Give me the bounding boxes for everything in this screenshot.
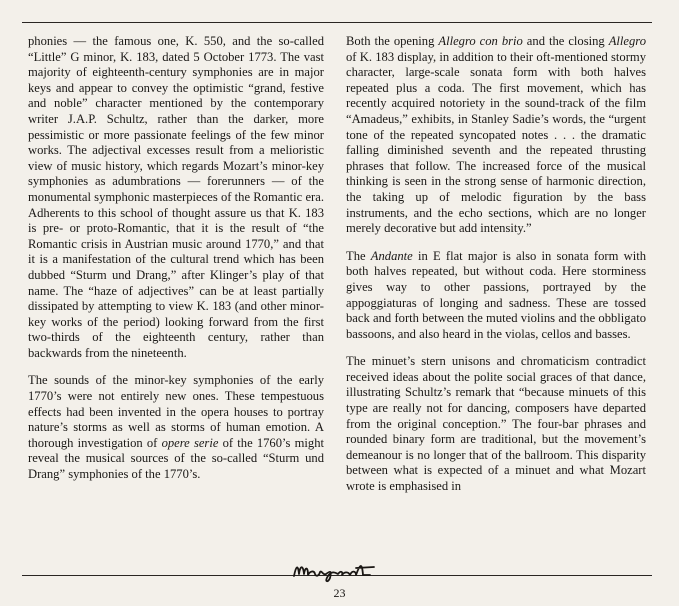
left-paragraph-2 (28, 373, 324, 482)
text-run: Both the opening (346, 34, 439, 48)
right-paragraph-2 (346, 249, 646, 343)
top-rule (22, 22, 652, 23)
right-paragraph-1 (346, 34, 646, 237)
page-number: 23 (333, 586, 346, 600)
text-run: and the closing (522, 34, 609, 48)
text-run: phonies — the famous one, K. 550, and the so-called “Little” G minor, K. 183, dated 5 October 1773. The vast majority of eighteenth-century symphonies are in major keys and appear to convey the optimistic “grand, festive and noble” character mentioned by the contemporary writer J.A.P. Schultz, rather than the darker, more pessimistic or more passionate feelings of the few minor works. The adjectival excesses result from a melioristic view of music history, which regards Mozart’s minor-key symphonies as adumbrations — forerunners — of the monumental symphonic masterpieces of the Romantic era. Adherents to this school of thought assure us that K. 183 is pre- or proto-Romantic, that it is the result of “the Romantic crisis in Austrian music around 1770,” and that it is a manifestation of the cultural trend which has been dubbed “Sturm und Drang,” after Klinger’s play of that name. The “haze of adjectives” can be at least partially dissipated by attempting to view K. 183 (and other minor-key works of the period) looking forward from the first two-thirds of the eighteenth century, rather than backwards from the nineteenth. (28, 34, 324, 360)
text-run: The (346, 248, 371, 263)
text-run: of the 1760’s might reveal the musical sources of the so-called “Sturm und Drang” symphonies of the 1770’s. (28, 435, 324, 482)
mozart-signature (286, 556, 386, 584)
italic-term: Andante (370, 248, 413, 263)
text-run: in E flat major is also in sonata form with both halves repeated, but without coda. Here storminess gives way to other passions, portrayed by the appoggiaturas of longing and sadness. These are tossed back and forth between the muted violins and the obbligato bassoons, and also heard in the violas, cellos and basses. (346, 248, 647, 341)
left-paragraph-1 (28, 34, 324, 361)
italic-term: Allegro (608, 34, 646, 48)
italic-term: opere serie (161, 435, 219, 450)
text-run: of K. 183 display, in addition to their oft-mentioned stormy character, large-scale sonata form with both halves repeated plus a coda. The first movement, which has recently acquired notoriety in the sound-track of the film “Amadeus,” exhibits, in Stanley Sadie’s words, the “urgent tone of the repeated syncopated notes . . . the dramatic falling diminished seventh and the repeated thrusting phrases that follow. The increased force of the musical thinking is seen in the strong sense of harmonic direction, the taking up of melodic figuration by the bass instruments, and the echo sections, which are no longer merely decorative but add intensity.” (346, 49, 646, 236)
text-run: The minuet’s stern unisons and chromaticism contradict received ideas about the polite social graces of that dance, illustrating Schultz’s remark that “because minuets of this type are really not for dancing, composers have departed from the original conception.” The four-bar phrases and rounded binary form are traditional, but the movement’s demeanour is no longer that of the ballroom. This disparity between what is expected of a minuet and what Mozart wrote is emphasised in (346, 354, 646, 494)
text-run: The sounds of the minor-key symphonies of the early 1770’s were not entirely new ones. These tempestuous effects had been invented in the opera houses to portray nature’s storms as well as storms of human emotion. A thorough investigation of (28, 373, 324, 450)
italic-term: Allegro con brio (438, 34, 523, 48)
right-paragraph-3 (346, 354, 646, 494)
right-column (346, 34, 646, 507)
left-column (28, 34, 324, 495)
